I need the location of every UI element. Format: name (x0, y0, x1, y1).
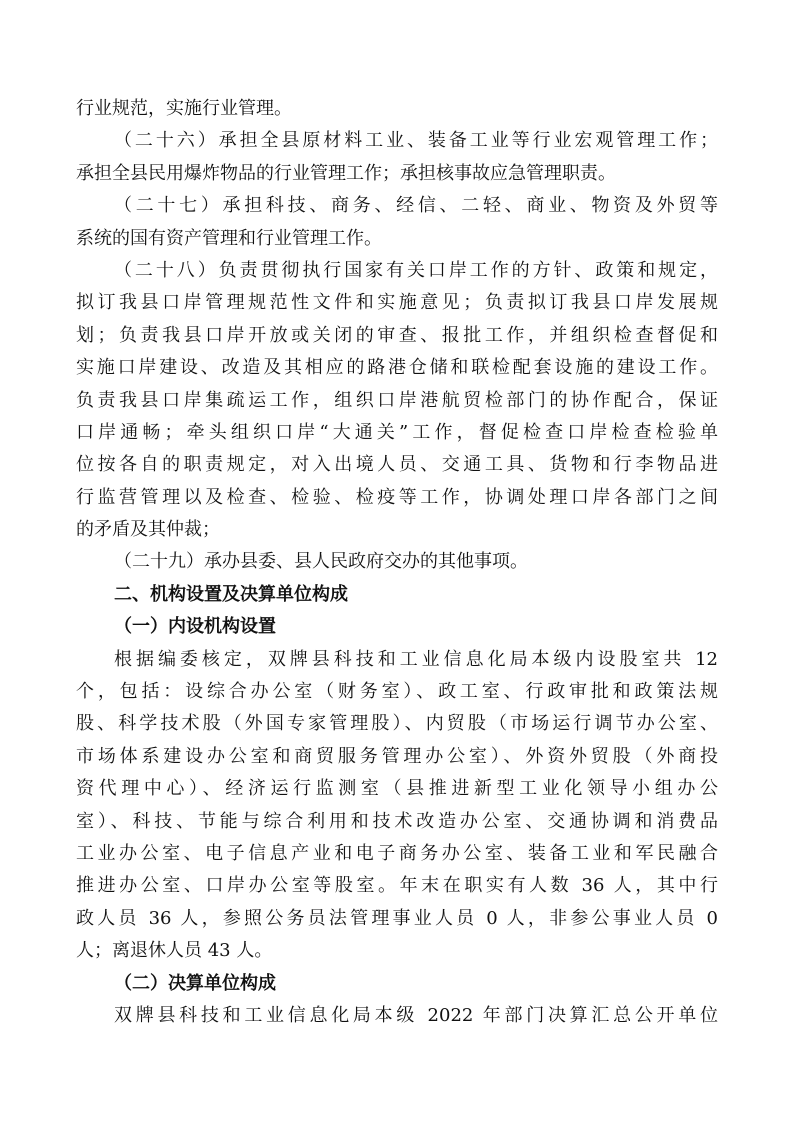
text-line: 划；负责我县口岸开放或关闭的审查、报批工作，并组织检查督促和 (76, 324, 718, 346)
text-line: 股、科学技术股（外国专家管理股）、内贸股（市场运行调节办公室、 (76, 713, 718, 735)
text-line: 个，包括：设综合办公室（财务室）、政工室、行政审批和政策法规 (76, 681, 718, 703)
text-line: 行业规范，实施行业管理。 (76, 98, 292, 119)
text-line: 的矛盾及其仲裁； (76, 519, 220, 541)
text-line: 根据编委核定，双牌县科技和工业信息化局本级内设股室共 12 (114, 648, 718, 670)
text-line: 资代理中心）、经济运行监测室（县推进新型工业化领导小组办公 (76, 778, 718, 800)
text-line: 承担全县民用爆炸物品的行业管理工作；承担核事故应急管理职责。 (76, 162, 616, 184)
text-line: 推进办公室、口岸办公室等股室。年末在职实有人数 36 人，其中行 (76, 875, 718, 897)
text-line: 拟订我县口岸管理规范性文件和实施意见；负责拟订我县口岸发展规 (76, 292, 718, 314)
text-line: 系统的国有资产管理和行业管理工作。 (76, 227, 382, 249)
section-heading: （二）决算单位构成 (114, 972, 276, 994)
text-line: 人；离退休人员 43 人。 (76, 940, 273, 962)
text-line: （二十六）承担全县原材料工业、装备工业等行业宏观管理工作； (114, 130, 718, 152)
text-line: 室）、科技、节能与综合利用和技术改造办公室、交通协调和消费品 (76, 810, 718, 832)
text-line: 口岸通畅；牵头组织口岸“大通关”工作，督促检查口岸检查检验单 (76, 421, 718, 443)
text-line: 政人员 36 人，参照公务员法管理事业人员 0 人，非参公事业人员 0 (76, 907, 718, 929)
text-line: （二十七）承担科技、商务、经信、二轻、商业、物资及外贸等 (114, 195, 718, 217)
text-line: 负责我县口岸集疏运工作，组织口岸港航贸检部门的协作配合，保证 (76, 389, 718, 411)
text-line: （二十八）负责贯彻执行国家有关口岸工作的方针、政策和规定， (114, 259, 718, 281)
text-line: 双牌县科技和工业信息化局本级 2022 年部门决算汇总公开单位 (114, 1004, 718, 1026)
text-line: 实施口岸建设、改造及其相应的路港仓储和联检配套设施的建设工作。 (76, 357, 718, 379)
text-line: 市场体系建设办公室和商贸服务管理办公室）、外资外贸股（外商投 (76, 745, 718, 767)
text-line: 工业办公室、电子信息产业和电子商务办公室、装备工业和军民融合 (76, 842, 718, 864)
text-line: （二十九）承办县委、县人民政府交办的其他事项。 (114, 551, 528, 573)
document-body (76, 93, 718, 1032)
text-line: 行监营管理以及检查、检验、检疫等工作，协调处理口岸各部门之间 (76, 486, 718, 508)
section-heading: （一）内设机构设置 (114, 616, 276, 638)
section-heading: 二、机构设置及决算单位构成 (114, 583, 348, 605)
text-line: 位按各自的职责规定，对入出境人员、交通工具、货物和行李物品进 (76, 454, 718, 476)
